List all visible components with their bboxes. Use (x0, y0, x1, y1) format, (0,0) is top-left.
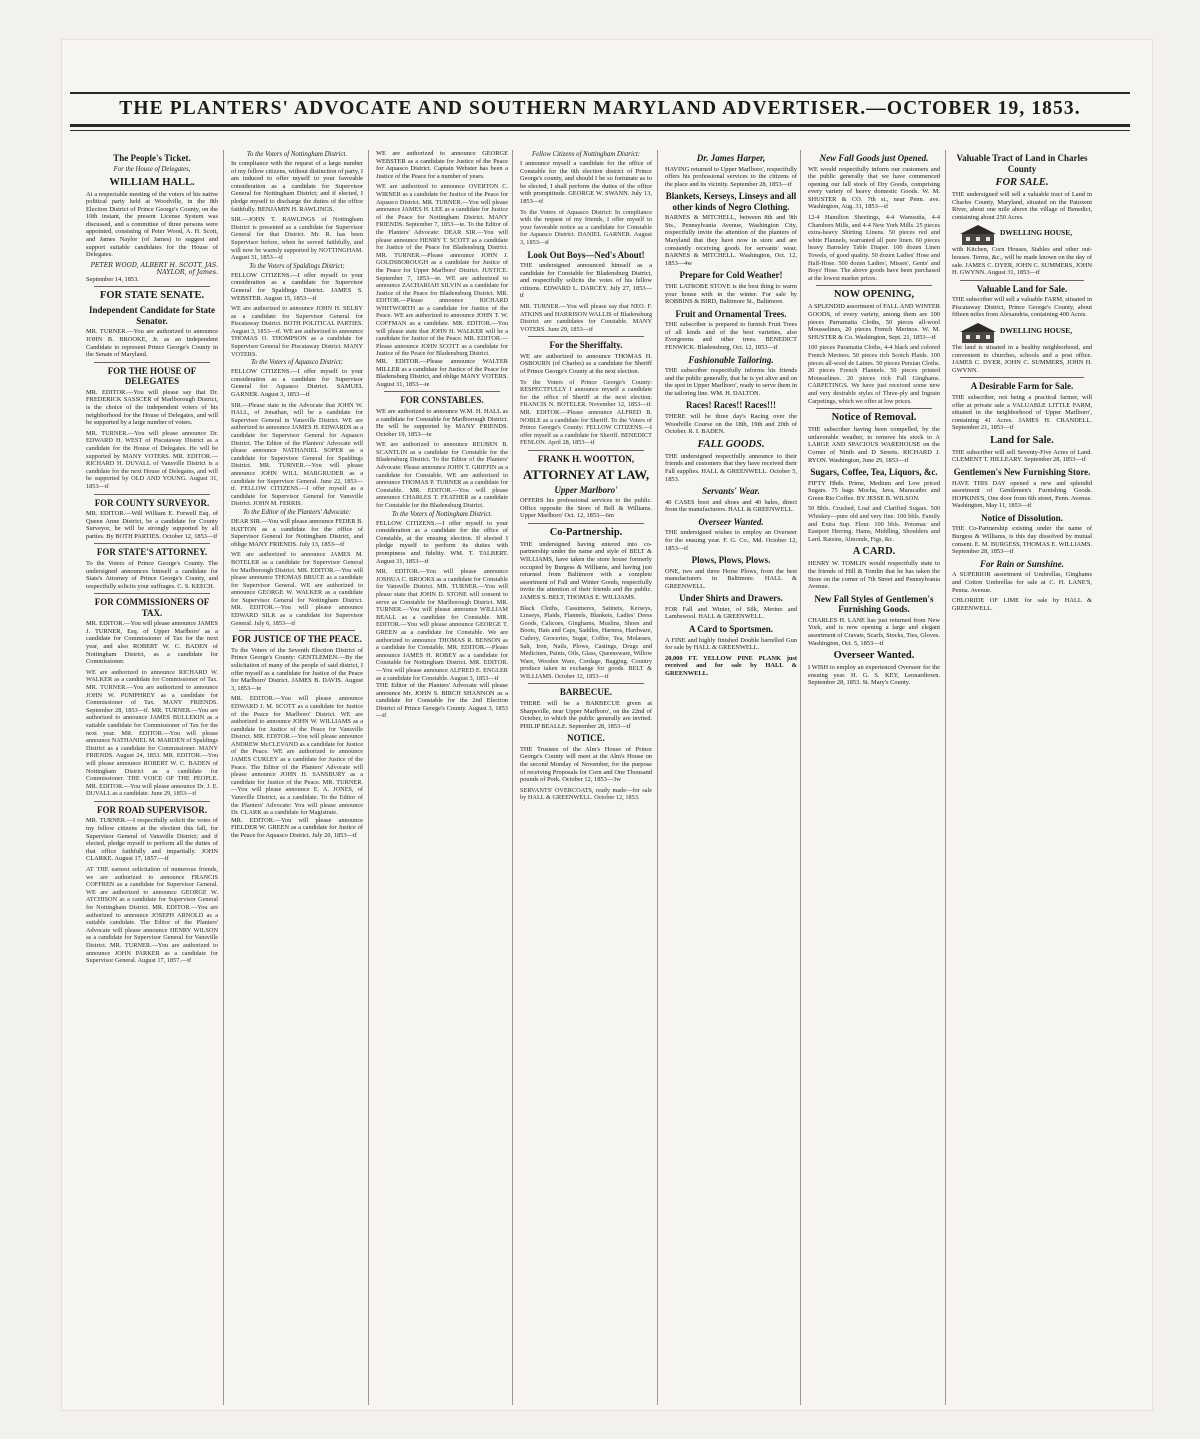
senate-body: MR. TURNER.—You are authorized to announce JOHN B. BROOKE, Jr. as an Independent Candidate to represent Prince George's County in the Senate of Maryland. (86, 328, 218, 359)
col2-heading-4: To the Editor of the Planters' Advocate: (243, 508, 351, 516)
column-rule (368, 150, 369, 1405)
col6-body-2: A SPLENDID assortment of FALL AND WINTER GOODS, of every variety, among them are 100 pieces Parramatta Cloths, 50 pieces all-wool Mousselines, 20 pieces French Merinos. W. M. SHUSTER & Co. Washington, Sept. 21, 1853—tf (808, 303, 940, 341)
column-4 (520, 150, 652, 1405)
separator (528, 336, 644, 337)
column-rule (800, 150, 801, 1405)
col5-body-3: THE LATROBE STOVE is the best thing to warm your house with in the winter. For sale by ROBBINS & BIRD, Baltimore St., Baltimore. (665, 282, 797, 306)
col3-body-3: WE are authorized to announce W.M. H. HALL as a candidate for Constable for Marlborough District. He will be supported by MANY FRIENDS. October 19, 1853—te (376, 407, 508, 438)
col5-body-10: ONE, two and three Horse Plows, from the best manufacturers in Baltimore. HALL & GREENWELL. (665, 567, 797, 590)
separator (94, 593, 210, 594)
column-2-filler-text: WE are authorized to announce JAMES M. BOTELER as a candidate for Supervisor General for Marlborough District. MR. EDITOR.—You will please announce THOMAS BRUCE as a candidate for Supervisor General. WE are authorized to announce GEORGE W. WALKER as a candidate for Supervisor General for Nottingham District. MR. EDITOR.—You will please announce EDWARD SILK as a candidate for Supervisor General. July 6, 1853—tf (231, 551, 363, 627)
dwelling-house-cut-2 (952, 322, 1092, 344)
col5-body-11: FOR Fall and Winter, of Silk, Merino and Lambswool. HALL & GREENWELL. (665, 605, 797, 621)
col4-body-5: THE undersigned having entered into co-partnership under the name and style of BELT & WILLIAMS, have taken the store house formerly occupied by Burgess & Williams, and having just returned from Baltimore with a complete assortment of Fall and Winter Goods, respectfully invite the attention of their friends and the public. JAMES S. BELT, THOMAS E. WILLIAMS. (520, 540, 652, 601)
col4-body-6: THERE will be a BARBECUE given at Sharpsville, near Upper Marlboro', on the 22nd of October, to which the public generally are invited. PHILIP BEALLE. September 28, 1853—tf (520, 699, 652, 730)
masthead-rule-top (70, 92, 1130, 94)
ticket-subheading: For the House of Delegates, (113, 165, 191, 173)
col6-heading-6: New Fall Styles of Gentlemen's Furnishing Goods. (814, 593, 934, 615)
col7-body-2: with Kitchen, Corn Houses, Stables and other out-houses. Terms, &c., will be made known on the day of sale. JAMES C. DYER, JOHN C. SUMMERS, JOHN H. GWYNN. August 31, 1853—tf (952, 246, 1092, 277)
col7-heading-5: DWELLING HOUSE, (1000, 326, 1073, 336)
column-2-filler-text: MR. EDITOR.—You will please announce EDWARD J. M. SCOTT as a candidate for Justice of the Peace for Marlboro' District. WE are authorized to announce JOHN W. WILLIAMS as a candidate for Justice of the Peace for Vansville District. MR. EDITOR.—You will please announce ANDREW McCLEVAND as a candidate for Justice of the Peace. WE are authorized to announce JAMES CURLEY as a candidate for Justice of the Peace. The Editor of the Planters' Advocate will please announce JOHN H. SANSBURY as a candidate for Justice of the Peace. MR. TURNER.—You will please announce E. A. JONES, of Vansville District, as a candidate. To the Editor of the Planters' Advocate: You will please announce Dr. CLARK as a candidate for Magistrate. (231, 695, 363, 817)
col5-body-2: BARNES & MITCHELL, between 8th and 9th Sts., Pennsylvania Avenue, Washington City, respectfully invite the attention of the planters of Maryland that they have now in store and are constantly receiving goods for servants' wear. BARNES & MITCHELL. Washington, Oct. 12, 1853—4w (665, 214, 797, 267)
column-4-filler-text: SERVANTS' OVERCOATS, ready made—for sale by HALL & GREENWELL. October 12, 1853. (520, 786, 652, 802)
col7-heading-8: Gentlemen's New Furnishing Store. (953, 467, 1091, 478)
surveyor-body: MR. EDITOR.—Will William E. Forwell Esq. of Queen Anne District, be a candidate for County Surveyor, he will be strongly supported by all parties. By BOTH PARTIES. October 12, 1853—tf (86, 510, 218, 540)
col7-body-6: THE subscriber will sell Seventy-Five Acres of Land. CLEMENT T. HILLEARY. September 28, 1853—tf (952, 448, 1092, 464)
col3-body-4: FELLOW CITIZENS.—I offer myself to your consideration as a candidate for the office of Constable, at the ensuing election. If elected I pledge myself to perform its duties with promptness and fidelity. WM. T. TALBERT. August 31, 1853—tf (376, 519, 508, 565)
column-4-filler-text: To the Voters of Prince George's County: RESPECTFULLY I announce myself a candidate for the office of Sheriff at the next election. FRANCIS N. BOTELER. November 12, 1853—tf. MR. EDITOR.—Please announce ALFRED B. NOBLE as a candidate for Sheriff. To the Voters of Prince George's County: FELLOW CITIZENS.—I offer myself as a candidate for Sheriff. BENEDICT FENLON. April 28, 1853—tf (520, 378, 652, 447)
col2-body-4: DEAR SIR.—You will please announce FEDER B. HATTON as a candidate for the office of Supervisor General for Nottingham District, and oblige MANY FRIENDS. July 13, 1853—tf (231, 517, 363, 548)
house-icon (958, 224, 998, 246)
col2-body-5: To the Voters of the Seventh Election District of Prince George's County: GENTLEMEN.—By the solicitation of many of the people of said district, I offer myself as a candidate for Justice of the Peace for Marlboro' District. JAMES B. DAVIS. August 3, 1853—te (231, 646, 363, 692)
col5-heading-8: Servants' Wear. (702, 486, 760, 497)
col6-heading-3: Notice of Removal. (831, 412, 917, 424)
col4-heading-5: BARBECUE. (559, 687, 613, 698)
col7-heading-10: For Rain or Sunshine. (979, 558, 1065, 569)
ticket-signature: PETER WOOD, ALBERT H. SCOTT, JAS. NAYLOR, of James. (90, 261, 218, 276)
col2-body-6: MR. EDITOR.—You will please announce FIELDER W. GREEN as a candidate for Justice of the Peace for Aquasco District. July 20, 1853—tf (231, 816, 363, 839)
col4-body-1: I announce myself a candidate for the office of Constable for the 6th election district of Prince George's county, and should I be so fortunate as to be elected, I shall perform the duties of the office with promptitude. GEORGE W. SWANN. July 13, 1853—tf (520, 160, 652, 205)
col5-body-13: 20,000 FT. YELLOW PINE PLANK just received and for sale by HALL & GREENWELL. (665, 654, 797, 677)
commissioners-body: MR. EDITOR.—You will please announce JAMES J. TURNER, Esq. of Upper Marlboro' as a candidate for Commissioner of Tax for the next year, and also ROBERT W. C. BADEN of Nottingham District, as a candidate for Commissioner. (86, 620, 218, 666)
separator (816, 408, 932, 409)
column-2-filler-text: WE are authorized to announce JOHN H. SELBY as a candidate for Supervisor General for Piscataway District. BOTH POLITICAL PARTIES. August 3, 1853—tf. WE are authorized to announce THOMAS O. THOMPSON as a candidate for Supervisor General for Piscataway District. MANY VOTERS. (231, 305, 363, 358)
col7-body-7: HAVE THIS DAY opened a new and splendid assortment of Gentlemen's Furnishing Goods. HOPKINS'S, One door from 6th street, Penn. Avenue. Washington, May 11, 1853—tf (952, 479, 1092, 510)
separator (384, 391, 500, 392)
col6-body-4: FIFTY Hhds. Prime, Medium and Low priced Sugars. 75 bags Mocha, Java, Maracaibo and Green Rio Coffee. BY JESSE B. WILSON. (808, 479, 940, 502)
col3-heading-2: To the Voters of Nottingham District. (391, 510, 493, 518)
column-rule (657, 150, 658, 1405)
column-2-filler-text: SIR.—JOHN T. RAWLINGS of Nottingham District is presented as a candidate for Supervisor General for that District. Mr. R. has been Supervisor before, when he served faithfully, and will now be warmly supported by NOTTINGHAM. August 31, 1853—tf (231, 216, 363, 262)
column-1-filler-text: MR. TURNER.—You will please announce Dr. EDWARD H. WEST of Piscataway District as a candidate for the House of Delegates. He will be supported by MANY VOTERS. MR. EDITOR.—RICHARD H. DUVALL of Vansville District is a candidate for the next House of Delegates, and will be supported by OLD AND YOUNG. August 31, 1853—tf (86, 429, 218, 490)
column-4-filler-text: To the Voters of Aquasco District: In compliance with the request of my friends, I offer myself to your favorable notice as a candidate for Constable for Aquasco District. DANIEL GARNER. August 3, 1853—tf (520, 208, 652, 246)
wootton-name: FRANK H. WOOTTON, (537, 454, 635, 464)
col6-heading-1: New Fall Goods just Opened. (819, 153, 929, 163)
col6-body-6: CHARLES H. LANE has just returned from New York, and is now opening a large and elegant assortment of Cravats, Scarfs, Stocks, Ties, Gloves. Washington, Oct. 5, 1853—tf (808, 616, 940, 647)
col5-heading-9: Overseer Wanted. (698, 516, 764, 527)
col7-heading-6: A Desirable Farm for Sale. (970, 381, 1074, 392)
ticket-date: September 14, 1853. (86, 275, 139, 283)
col5-body-4: THE subscriber is prepared to furnish Fruit Trees of all kinds and of the best varieties, also Evergreens and other trees. BENEDICT FENWICK. Bladensburg, Oct. 12, 1853—tf (665, 321, 797, 351)
column-3-filler-text: WE are authorized to announce OVERTON C. WIRNER as a candidate for Justice of the Peace for Aquasco District. MR. TURNER.—You will please announce JAMES H. LEE as a candidate for Justice of the Peace for Nottingham District. MANY FRIENDS. September 7, 1853—te. To the Editor of the Planters' Advocate: DEAR SIR.—You will please announce HENRY T. SCOTT as a candidate for Justice of the Peace for Bladensburg District. MR. TURNER.—Please announce JOHN J. GOLDSBOROUGH as a candidate for Justice of the Peace for Upper Marlboro' District. JUSTICE. September 7, 1853—te. WE are authorized to announce ZACHARIAH SILVIN as a candidate for Justice of the Peace for Bladensburg District. MR. EDITOR.—Please announce RICHARD WHITWORTH as a candidate for Justice of the Peace. WE are authorized to announce JOHN T. W. COFFMAN as a candidate. MR. EDITOR.—You will please state that JOHN H. WALKER will be a candidate for Justice of the Peace. MR. EDITOR.—Please announce JOHN SCOTT as a candidate for Justice of the Peace for Bladensburg District. (376, 183, 508, 358)
col5-body-9: THE undersigned wishes to employ an Overseer for the ensuing year. F. G. Co., Md. October 12, 1853—tf (665, 529, 797, 552)
column-rule (945, 150, 946, 1405)
column-3-filler-text: WE are authorized to announce REUBEN B. SCANTLIN as a candidate for Constable for the Bladensburg District. To the Editor of the Planters' Advocate: Please announce JOHN T. GRIFFIN as a candidate for Constable. WE are authorized to announce THOMAS P. TURNER as a candidate for Constable. MR. EDITOR.—You will please announce CHARLES T. FEATHER as a candidate for Constable for the Bladensburg District. (376, 441, 508, 510)
col4-heading-2: Look Out Boys—Ned's About! (527, 249, 645, 260)
column-1-filler-text: WE are authorized to announce RICHARD W. WALKER as a candidate for Commissioner of Tax. MR. TURNER.—You are authorized to announce JOHN W. PUMPHREY as a candidate for Commissioner of Tax. MANY FRIENDS. September 28, 1853—tf. MR. TURNER.—You are authorized to announce JAMES BULLEKIN as a suitable candidate for Commissioner of Tax for the next year. MR. EDITOR.—You will please announce NATHANIEL M. MARDEN of Spaldings District as a candidate for Commissioner. MANY FRIENDS. August 24, 1853. MR. EDITOR.—You will please announce ROBERT W. C. BADEN of Nottingham District as a candidate for Commissioner. THE VOICE OF THE PEOPLE. MR. EDITOR.—You will please announce Dr. J. E. DUVALL as a candidate. June 29, 1853—tf (86, 668, 218, 798)
col6-body-1: WE would respectfully inform our customers and the public generally that we have commenced opening our fall stock of Dry Goods, comprising every variety of heavy domestic Goods. W. M. SHUSTER & CO. 7th st., near Penn. ave. Washington, Aug. 31, 1853—tf (808, 165, 940, 211)
surveyor-heading: FOR COUNTY SURVEYOR. (94, 497, 210, 508)
separator (528, 523, 644, 524)
commissioners-heading: FOR COMMISSIONERS OF TAX. (94, 597, 210, 618)
column-6-filler-text: 100 pieces Paramatta Cloths, 4-4 black and colored French Merinos. 50 pieces rich Scotch Plaids. 100 pieces all-wool de Laines. 50 pieces Persian Cloths. 20 pieces French Flannels. 50 pieces printed Mousselines. 20 pieces rich Fall Ginghams. CARPETINGS. We have just received some new and very desirable styles of Three-ply and Ingrain Carpetings, which we offer at low prices. (808, 344, 940, 405)
col5-body-8: 40 CASES boot and shoes and 40 bales, direct from the manufacturers. HALL & GREENWELL. (665, 498, 797, 514)
col5-body-5: THE subscriber respectfully informs his friends and the public generally, that he is yet alive and on the spot in Upper Marlboro', ready to serve them in the tailoring line. WM. H. DALTON. (665, 367, 797, 397)
col7-body-9: A SUPERIOR assortment of Umbrellas, Ginghams and Cotton Umbrellas for sale at C. H. LANE'S, Penna. Avenue. (952, 571, 1092, 594)
col5-heading-11: Under Shirts and Drawers. (679, 593, 783, 604)
col7-body-8: THE Co-Partnership existing under the name of Burgess & Williams, is this day dissolved by mutual consent. E. M. BURGESS, THOMAS E. WILLIAMS. September 28, 1853—tf (952, 525, 1092, 556)
col2-heading-3: To the Voters of Aquasco District: (251, 359, 343, 367)
road-heading: FOR ROAD SUPERVISOR. (97, 804, 207, 815)
delegates-body: MR. EDITOR.—You will please say that Dr. FREDERICK SASSCER of Marlborough District, is the choice of the independent voters of his neighborhood for the House of Delegates, and will be supported by a large number of voters. (86, 388, 218, 427)
attorney-heading: FOR STATE'S ATTORNEY. (96, 547, 208, 558)
separator (239, 630, 355, 631)
col7-body-4: The land is situated in a healthy neighborhood, and convenient to churches, schools and a post office. JAMES C. DYER, JOHN C. SUMMERS, JOHN H. GWYNN. (952, 344, 1092, 374)
col2-body-2: FELLOW CITIZENS.—I offer myself to your consideration as a candidate for Supervisor General for Spaldings District. JAMES S. WEBSTER. August 15, 1853—tf (231, 271, 363, 302)
separator (94, 362, 210, 363)
col3-body-1: WE are authorized to announce GEORGE WEBSTER as a candidate for Justice of the Peace for Aquasco District. Captain Webster has been a Justice of the Peace for a number of years. (376, 150, 508, 180)
col2-body-3: FELLOW CITIZENS.—I offer myself to your consideration as a candidate for Supervisor General for Aquasco District. SAMUEL GARNER. August 3, 1853—tf (231, 368, 363, 399)
separator (94, 801, 210, 802)
col6-body-5: HENRY W. TOMLIN would respectfully state to the friends of Hill & Tomlin that he has taken the Store on the corner of 7th Street and Pennsylvania Avenue. (808, 560, 940, 591)
column-3-filler-text: MR. EDITOR.—You will please announce JOSHUA C. BROOKS as a candidate for Constable for Vansville District. MR. TURNER.—You will please state that JOHN D. STONE will consent to serve as Constable for Marlborough District. MR. TURNER.—You will please announce WILLIAM BEALL as a candidate for Constable. MR. EDITOR.—You will please announce GEORGE T. GREEN as a candidate for Constable. We are authorized to announce THOMAS R. BENSON as a candidate for Constable. MR. EDITOR.—Please announce JAMES H. ROBEY as a candidate for Constable for Nottingham District. MR. EDITOR.—You will please announce ALFRED E. ENGLER as a candidate for Constable. August 3, 1853—tf (376, 568, 508, 682)
column-6-filler-text: 50 Bbls. Crushed, Loaf and Clarified Sugars. 500 Whiskey—pure old and very fine. 100 bbls. Family and Extra Sup. Flour. 100 bbls. Potomac and Eastport Herring. Hams, Middling, Shoulders and Lard. Raisins, Almonds, Figs, &c. (808, 505, 940, 543)
col6-body-7: I WISH to employ an experienced Overseer for the ensuing year. H. G. S. KEY, Leonardtown. September 28, 1853. St. Mary's County. (808, 664, 940, 687)
col4-body-2: THE undersigned announced himself as a candidate for Constable for Bladensburg District, and respectfully solicits the votes of his fellow citizens. EDWARD L. DARCEY. July 27, 1853—tf (520, 262, 652, 300)
col5-heading-1: Dr. James Harper, (696, 153, 766, 163)
col7-heading-9: Notice of Dissolution. (981, 512, 1063, 523)
col2-heading-2: To the Voters of Spaldings District: (249, 262, 345, 270)
col4-heading-3: For the Sheriffalty. (549, 340, 623, 351)
ticket-body: At a respectable meeting of the voters of his native political party held at Woodville, in the 8th Election District of Prince George's County, on the 10th instant, the present License System was discussed, and a committee of three persons were appointed, consisting of Peter Wood, A. H. Scott, and James Naylor (of James) to suggest and support suitable candidates for the House of Delegates. (86, 190, 218, 259)
separator (528, 450, 644, 451)
col6-heading-5: A CARD. (852, 546, 896, 558)
separator (94, 286, 210, 287)
col5-body-12: A FINE and highly finished Double barrelled Gun for sale by HALL & GREENWELL. (665, 636, 797, 652)
col4-body-7: THE Trustees of the Alm's House of Prince George's County will meet at the Alm's House on the second Monday of November, for the purpose of receiving Proposals for Corn and One Thousand pounds of Pork. October 12, 1853—3w (520, 745, 652, 784)
column-2-filler-text: SIR.—Please state in the Advocate that JOHN W. HALL, of Jonathan, will be a candidate for Supervisor General in Vansville District. WE are authorized to announce JAMES H. EDWARDS as a candidate for Supervisor General for Aquasco District. The Editor of the Planters' Advocate will please announce NATHANIEL SOPER as a candidate for Supervisor General for Spaldings District. MR. TURNER.—You will please announce JOHN WILL MARGRUDER as a candidate for Supervisor General. June 22, 1853—tf. FELLOW CITIZENS.—I offer myself as a candidate for Supervisor General for Vansville District. JOHN M. FERRIS. (231, 401, 363, 508)
column-4-filler-text: Black Cloths, Cassimeres, Satinets, Kerseys, Linseys, Plaids, Flannels, Blankets, Ladies' Dress Goods, Calicoes, Ginghams, Muslins, Shoes and Boots, Hats and Caps, Saddles, Harness, Hardware, Cutlery, Groceries, Sugar, Coffee, Tea, Molasses, Salt, Iron, Nails, Plows, Castings, Drugs and Medicines, Paints, Oils, Glass, Queensware, Willow Ware, Wooden Ware, Cordage, Bagging. Country produce taken in exchange for goods. BELT & WILLIAMS. October 12, 1853—tf (520, 604, 652, 680)
separator (960, 377, 1084, 378)
col5-heading-7: FALL GOODS. (697, 438, 765, 450)
col5-body-6: THERE will be three day's Racing over the Woodville Course on the 18th, 19th and 20th of October. R. I. BADEN. (665, 412, 797, 436)
ticket-candidate: WILLIAM HALL. (109, 176, 195, 188)
column-rule (223, 150, 224, 1405)
col2-heading-5: FOR JUSTICE OF THE PEACE. (232, 634, 362, 645)
masthead: THE PLANTERS' ADVOCATE AND SOUTHERN MARYLAND ADVERTISER.—OCTOBER 19, 1853. (119, 98, 1081, 119)
column-1 (86, 150, 218, 1405)
col5-heading-3: Prepare for Cold Weather! (679, 270, 783, 281)
col4-heading-1: Fellow Citizens of Nottingham District: (532, 151, 640, 158)
col7-heading-4: Valuable Land for Sale. (976, 283, 1068, 294)
col6-heading-4: Sugars, Coffee, Tea, Liquors, &c. (810, 467, 938, 478)
masthead-rule-bottom (70, 124, 1130, 127)
col7-heading-3: DWELLING HOUSE, (1000, 228, 1073, 238)
col7-body-1: THE undersigned will sell a valuable tract of Land in Charles County, Maryland, situated on the Patuxent River, about one mile above the village of Benedict, containing about 250 Acres. (952, 191, 1092, 221)
attorney-body: To the Voters of Prince George's County. The undersigned announces himself a candidate for State's Attorney of Prince George's County, and respectfully solicits your suffrages. C. S. KEECH. (86, 559, 218, 590)
col7-body-10: CHLORIDE OF LIME for sale by HALL & GREENWELL. (952, 597, 1092, 612)
separator (960, 280, 1084, 281)
col6-heading-2: NOW OPENING, (833, 289, 915, 301)
col4-heading-4: Co-Partnership. (549, 526, 623, 538)
wootton-attorney: ATTORNEY AT LAW, (522, 466, 650, 482)
col2-body-1: In compliance with the request of a large number of my fellow citizens, without distinction of party, I am induced to offer myself to your favorable consideration as a candidate for Supervisor General for Nottingham District; and if elected, I pledge myself to discharge the duties of the office faithfully. BENJAMIN H. RAWLINGS. (231, 160, 363, 213)
col7-heading-1: Valuable Tract of Land in Charles County (956, 153, 1088, 174)
col7-body-5: THE subscriber, not being a practical farmer, will offer at private sale a VALUABLE LITTLE FARM, situated in the neighborhood of Upper Marlboro', containing 41 Acres. JAMES H. CRANDELL. September 21, 1853—tf (952, 393, 1092, 432)
col4-heading-6: NOTICE. (567, 733, 605, 744)
separator (816, 285, 932, 286)
col5-heading-6: Races! Races!! Races!!! (686, 400, 776, 411)
column-3 (376, 150, 508, 1405)
column-7 (952, 150, 1092, 1405)
column-2 (231, 150, 363, 1405)
col7-body-3: THE subscriber will sell a valuable FARM, situated in Piscataway District, Prince George's County, about fifteen miles from Alexandria, containing 400 Acres. (952, 296, 1092, 319)
col5-heading-10: Plows, Plows, Plows. (691, 555, 771, 566)
separator (94, 494, 210, 495)
col5-heading-4: Fruit and Ornamental Trees. (675, 308, 787, 319)
col7-heading-2: FOR SALE. (995, 177, 1049, 188)
column-6 (808, 150, 940, 1405)
house-icon (958, 322, 998, 344)
col6-body-3: THE subscriber having been compelled, by the unfavorable weather, to remove his stock to A LARGE AND SPACIOUS WAREHOUSE on the Corner of Ninth and D Streets. RICHARD J. RYON. Washington, June 29, 1853—tf (808, 426, 940, 464)
col5-heading-2: Blankets, Kerseys, Linseys and all other kinds of Negro Clothing. (665, 191, 797, 212)
delegates-heading: FOR THE HOUSE OF DELEGATES (107, 365, 197, 387)
ticket-heading: The People's Ticket. (113, 153, 191, 163)
senate-heading: FOR STATE SENATE. (99, 290, 205, 302)
wootton-body: OFFERS his professional services to the public. Office opposite the Store of Bell & Williams. Upper Marlboro' Oct. 12, 1853—6m (520, 497, 652, 520)
dwelling-house-cut (952, 224, 1092, 246)
col5-body-1: HAVING returned to Upper Marlboro', respectfully offers his professional services to the citizens of the place and its vicinity. September 28, 1853—tf (665, 165, 797, 188)
masthead-rule-bottom-thin (70, 130, 1130, 131)
col5-heading-5: Fashionable Tailoring. (688, 354, 774, 365)
wootton-place: Upper Marlboro' (554, 484, 618, 495)
column-4-filler-text: MR. TURNER.—You will please say that NEO. F. ATKINS and HARRISON WALLIS of Bladensburg District are candidates for Constable. MANY VOTERS. June 29, 1853—tf (520, 303, 652, 333)
col7-heading-7: Land for Sale. (990, 434, 1054, 446)
column-1-filler-text: AT THE earnest solicitation of numerous friends, we are authorized to announce FRANCIS COFFREN as a candidate for Supervisor General. WE are authorized to announce GEORGE W. ATCHISON as a candidate for Supervisor General for Nottingham District. MR. EDITOR.—You are authorized to announce JOSEPH ARNOLD as a suitable candidate. The Editor of the Planters' Advocate will please announce HENRY WILSON as a candidate for Supervisor General for Vansville District. MR. TURNER.—You are authorized to announce JOHN PARKER as a candidate for Supervisor General. August 17, 1857.—tf (86, 866, 218, 965)
column-rule (512, 150, 513, 1405)
col3-body-5: THE Editor of the Planters' Advocate will please announce Mr. JOHN S. BIRCH SHANNON as a candidate for Constable for the 2nd Election District of Prince George's County. August 3, 1853—tf (376, 682, 508, 720)
col3-heading-1: FOR CONSTABLES. (400, 395, 484, 406)
col5-heading-12: A Card to Sportsmen. (688, 624, 773, 635)
separator (528, 683, 644, 684)
column-6-filler-text: 12-4 Hamilton Sheetings, 4-4 Wamsutta, 4-4 Chambers Mills, and 4-4 New York Mills. 25 pieces extra-heavy Shirting Linens. 50 pieces red and white Flannels, warranted all pure linen. 60 pieces heavy Barnsley Table Diaper. 100 dozen Linen Towels, of good quality. 50 dozen Ladies' Hose and Half-Hose. 500 dozen Ladies', Misses', Gents' and Boys' Hose. The above goods have been purchased at the lowest market prices. (808, 214, 940, 282)
separator (94, 543, 210, 544)
col2-heading-1: To the Voters of Nottingham District. (246, 151, 348, 158)
col4-body-3: WE are authorized to announce THOMAS H. OSBOURN (of Charles) as a candidate for Sheriff of Prince George's County at the next election. (520, 352, 652, 376)
column-5 (665, 150, 797, 1405)
senate-subheading: Independent Candidate for State Senator. (88, 305, 216, 326)
col5-body-7: THE undersigned respectfully announce to their friends and customers that they have received their Fall supplies. HALL & GREENWELL. October 5, 1853. (665, 452, 797, 483)
road-body: MR. TURNER.—I respectfully solicit the votes of my fellow citizens at the election this fall, for Supervisor General of Vansville District; and if elected, pledge myself to perform all the duties of that office faithfully and impartially. JOHN CLARKE. August 17, 1857.—tf (86, 817, 218, 863)
col3-body-2: MR. EDITOR.—Please announce WALTER MILLER as a candidate for Justice of the Peace for Bladensburg District, and oblige MANY VOTERS. August 31, 1853—te (376, 358, 508, 388)
col6-heading-7: Overseer Wanted. (833, 650, 915, 662)
